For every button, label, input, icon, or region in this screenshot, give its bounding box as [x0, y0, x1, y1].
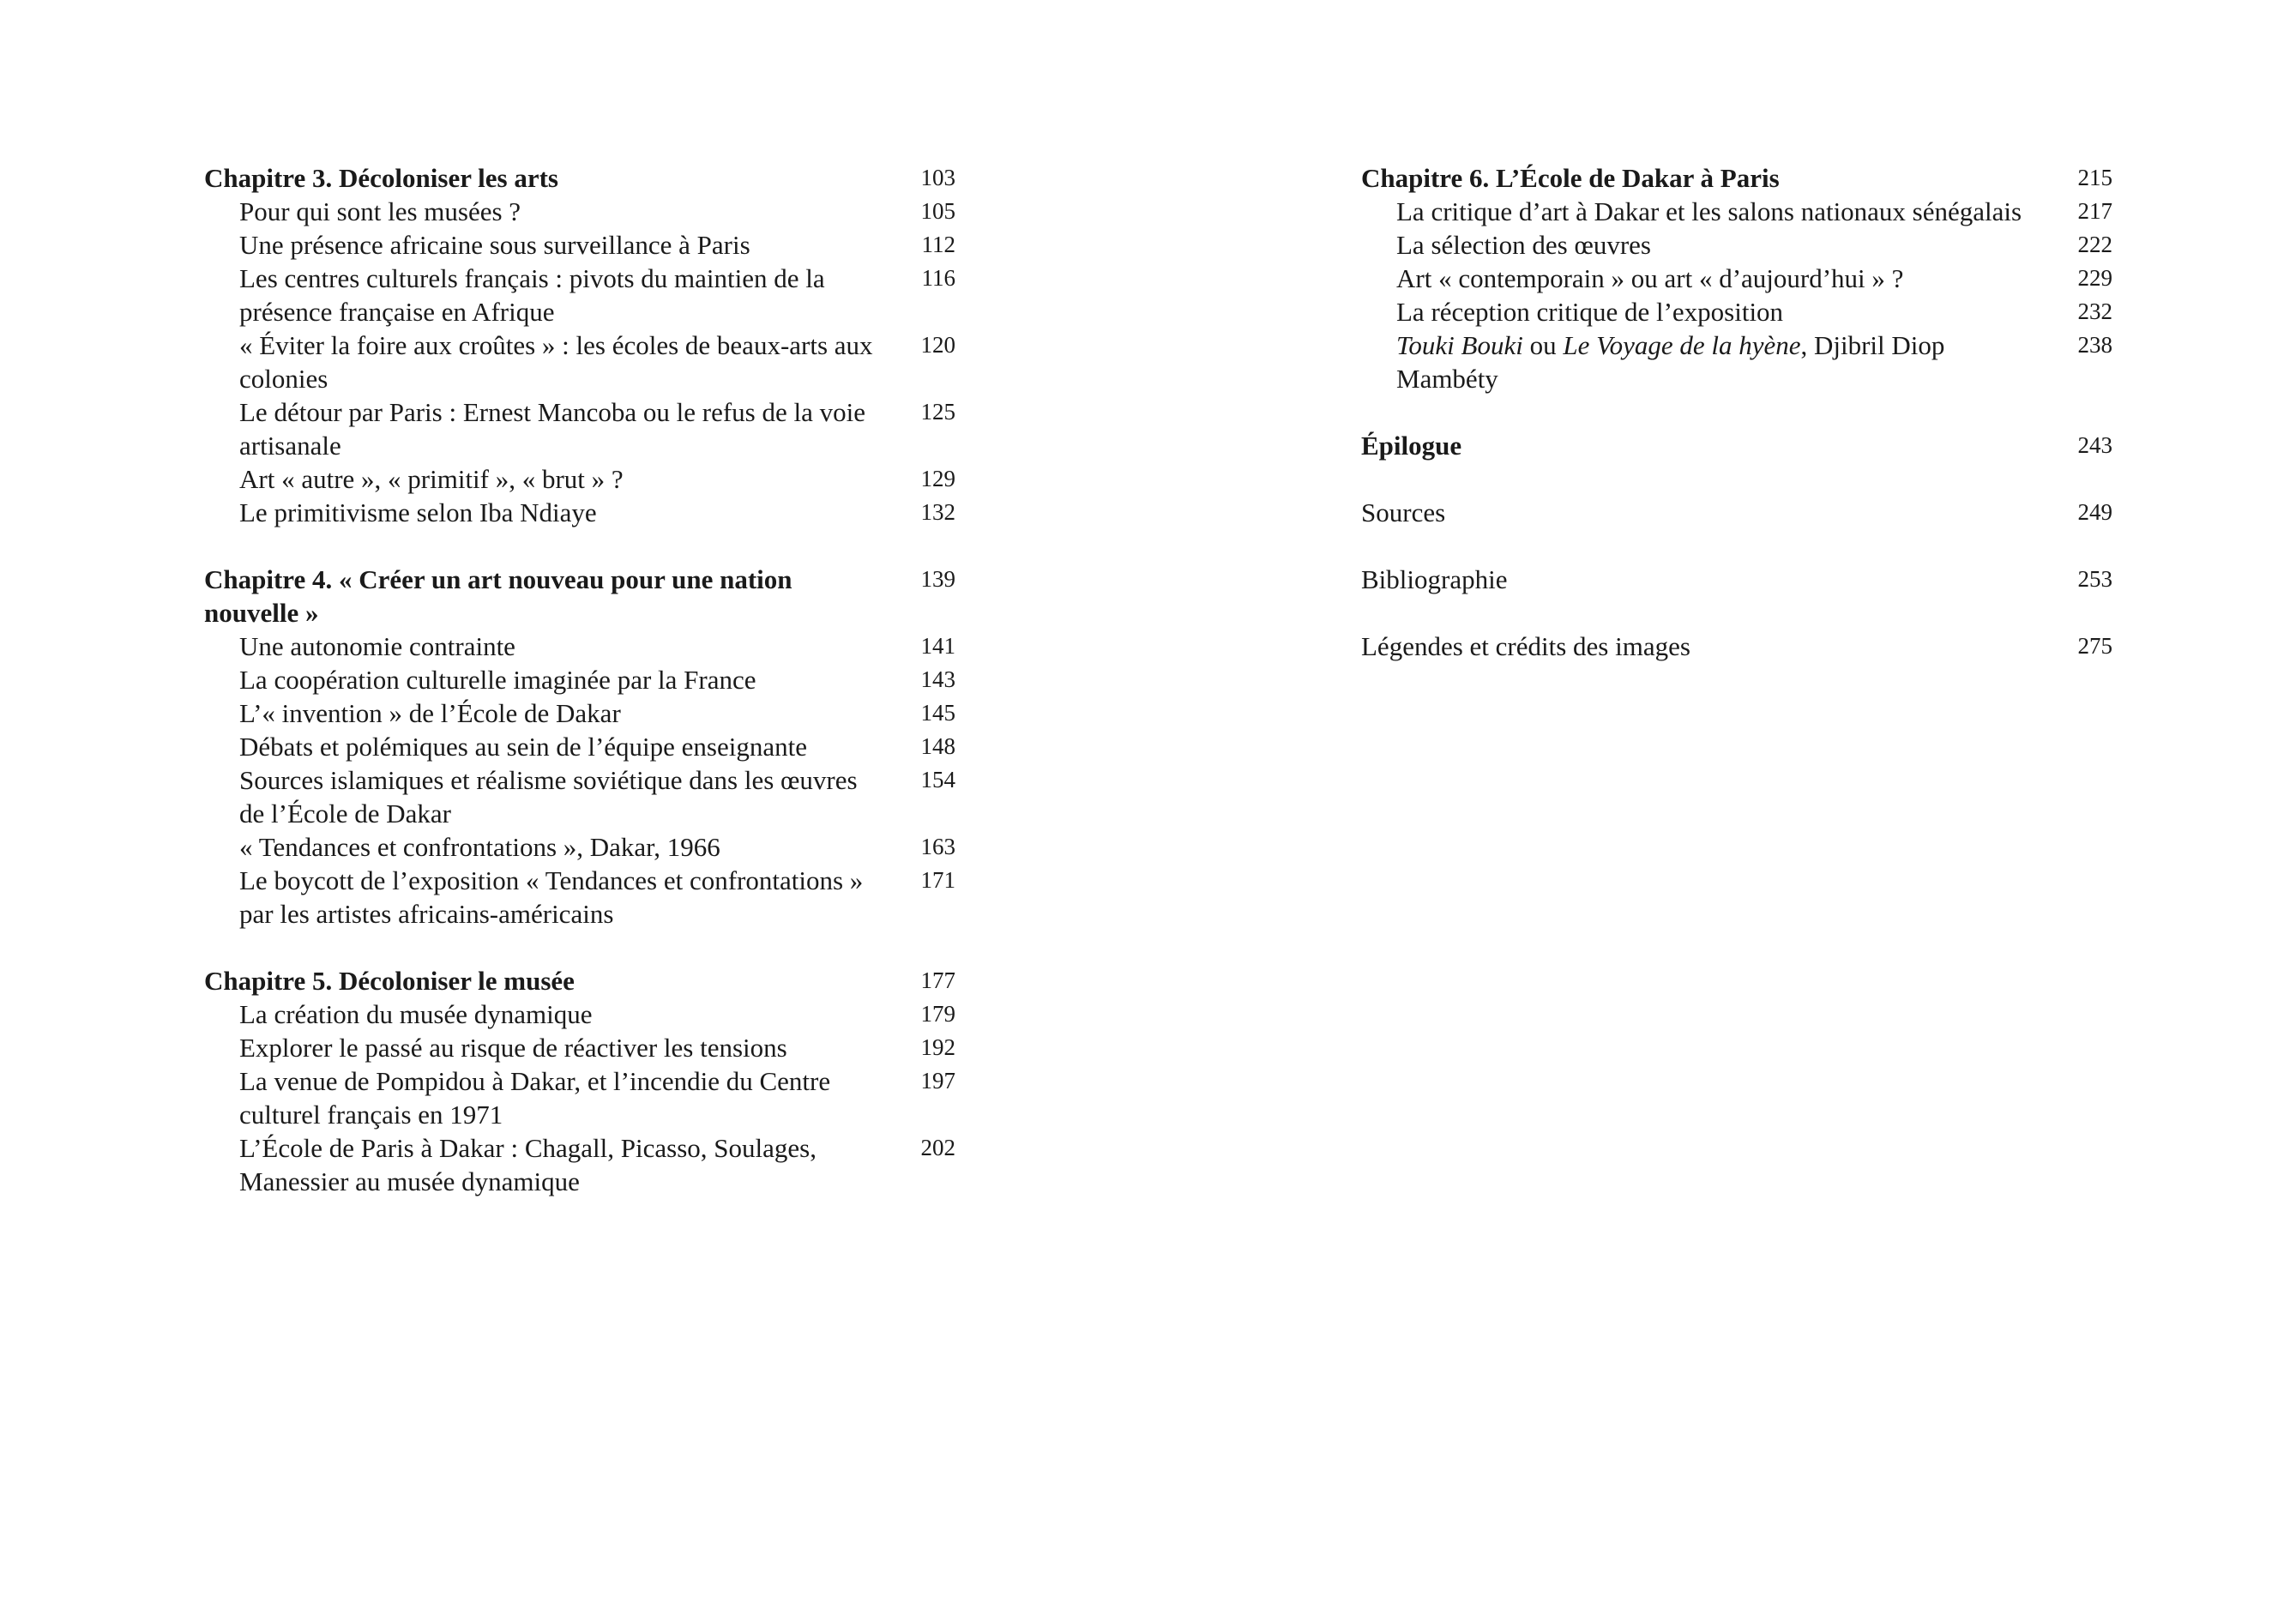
chapter-5-section — [204, 964, 955, 1198]
page-number: 229 — [2077, 265, 2112, 291]
bibliography-section — [1361, 563, 2112, 596]
page-number: 197 — [920, 1068, 955, 1094]
toc-entry[interactable] — [204, 663, 955, 696]
entry-title: L’École de Paris à Dakar : Chagall, Picasso, Soulages, Manessier au musée dynamique — [239, 1133, 817, 1196]
page-number: 171 — [920, 867, 955, 893]
entry-title: Une autonomie contrainte — [239, 631, 515, 661]
right-page — [1361, 161, 2112, 696]
entry-title: Le détour par Paris : Ernest Mancoba ou le refus de la voie artisanale — [239, 397, 865, 461]
page-number: 105 — [920, 198, 955, 224]
toc-entry[interactable] — [204, 496, 955, 529]
entry-title: Le primitivisme selon Iba Ndiaye — [239, 497, 597, 527]
toc-entry[interactable] — [204, 830, 955, 864]
chapter-4-section — [204, 563, 955, 931]
toc-entry[interactable] — [1361, 295, 2112, 328]
page-number: 148 — [920, 733, 955, 759]
page-number: 275 — [2077, 633, 2112, 659]
entry-title: Le boycott de l’exposition « Tendances et confrontations » par les artistes africains-américains — [239, 865, 864, 929]
toc-entry[interactable] — [204, 328, 955, 395]
page-number: 222 — [2077, 232, 2112, 257]
page-number: 217 — [2077, 198, 2112, 224]
toc-entry-film[interactable] — [1361, 328, 2112, 395]
entry-title: La sélection des œuvres — [1396, 230, 1651, 260]
toc-entry[interactable] — [204, 1064, 955, 1131]
toc-entry[interactable] — [204, 630, 955, 663]
toc-entry[interactable] — [204, 763, 955, 830]
entry-title: La création du musée dynamique — [239, 999, 593, 1029]
page-number: 177 — [920, 967, 955, 993]
entry-title: L’« invention » de l’École de Dakar — [239, 698, 621, 728]
page-number: 103 — [920, 165, 955, 190]
toc-entry[interactable] — [204, 262, 955, 328]
toc-entry[interactable] — [204, 696, 955, 730]
toc-bibliography[interactable] — [1361, 563, 2112, 596]
toc-entry[interactable] — [204, 1031, 955, 1064]
entry-title — [1361, 328, 2068, 395]
entry-title: Pour qui sont les musées ? — [239, 196, 521, 226]
toc-entry[interactable] — [1361, 262, 2112, 295]
page-number: 141 — [920, 633, 955, 659]
entry-title: Explorer le passé au risque de réactiver les tensions — [239, 1033, 787, 1063]
page-number: 143 — [920, 666, 955, 692]
left-page — [204, 161, 955, 1232]
page-number: 249 — [2077, 499, 2112, 525]
toc-entry[interactable] — [204, 228, 955, 262]
sources-section — [1361, 496, 2112, 529]
toc-legends[interactable] — [1361, 630, 2112, 663]
toc-entry[interactable] — [204, 730, 955, 763]
film-title-italic: Touki Bouki — [1396, 330, 1523, 360]
entry-title: La réception critique de l’exposition — [1396, 297, 1784, 327]
page-number: 116 — [921, 265, 955, 291]
entry-title: Bibliographie — [1361, 564, 1508, 594]
chapter-title: Chapitre 5. Décoloniser le musée — [204, 966, 575, 996]
toc-entry[interactable] — [1361, 195, 2112, 228]
entry-title: Art « contemporain » ou art « d’aujourd’hui » ? — [1396, 263, 1904, 293]
entry-title: Art « autre », « primitif », « brut » ? — [239, 464, 624, 494]
page-number: 238 — [2077, 332, 2112, 358]
toc-entry[interactable] — [204, 195, 955, 228]
entry-title: « Tendances et confrontations », Dakar, 1966 — [239, 832, 720, 862]
page-number: 139 — [920, 566, 955, 592]
legends-section — [1361, 630, 2112, 663]
page-number: 125 — [920, 399, 955, 425]
entry-title: « Éviter la foire aux croûtes » : les écoles de beaux-arts aux colonies — [239, 330, 873, 394]
page-number: 163 — [920, 834, 955, 859]
entry-title: Sources islamiques et réalisme soviétique dans les œuvres de l’École de Dakar — [239, 765, 858, 829]
film-connector: ou — [1522, 330, 1564, 360]
page-number: 202 — [920, 1135, 955, 1160]
entry-title: Débats et polémiques au sein de l’équipe enseignante — [239, 732, 807, 762]
toc-chapter-3[interactable] — [204, 161, 955, 195]
toc-sources[interactable] — [1361, 496, 2112, 529]
film-director: , Djibril Diop Mambéty — [1396, 330, 1945, 394]
chapter-title: Épilogue — [1361, 431, 1462, 461]
page-number: 154 — [920, 767, 955, 792]
entry-title: Les centres culturels français : pivots du maintien de la présence française en Afrique — [239, 263, 825, 327]
toc-chapter-6[interactable] — [1361, 161, 2112, 195]
entry-title: La critique d’art à Dakar et les salons nationaux sénégalais — [1396, 196, 2022, 226]
entry-title: Légendes et crédits des images — [1361, 631, 1690, 661]
toc-chapter-4[interactable] — [204, 563, 955, 630]
page-number: 192 — [920, 1034, 955, 1060]
toc-entry[interactable] — [1361, 228, 2112, 262]
page-number: 120 — [920, 332, 955, 358]
toc-entry[interactable] — [204, 462, 955, 496]
entry-title: La venue de Pompidou à Dakar, et l’incendie du Centre culturel français en 1971 — [239, 1066, 831, 1130]
page-number: 253 — [2077, 566, 2112, 592]
page-number: 132 — [920, 499, 955, 525]
toc-entry[interactable] — [204, 997, 955, 1031]
page-number: 129 — [920, 466, 955, 491]
toc-entry[interactable] — [204, 864, 955, 931]
page-number: 243 — [2077, 432, 2112, 458]
toc-epilogue[interactable] — [1361, 429, 2112, 462]
entry-title: La coopération culturelle imaginée par la France — [239, 665, 756, 695]
toc-chapter-5[interactable] — [204, 964, 955, 997]
page-number: 145 — [920, 700, 955, 726]
chapter-6-section — [1361, 161, 2112, 395]
chapter-3-section — [204, 161, 955, 529]
page-number: 232 — [2077, 298, 2112, 324]
chapter-title: Chapitre 6. L’École de Dakar à Paris — [1361, 163, 1780, 193]
chapter-title: Chapitre 4. « Créer un art nouveau pour une nation nouvelle » — [204, 564, 792, 628]
entry-title: Une présence africaine sous surveillance à Paris — [239, 230, 750, 260]
film-title-italic: Le Voyage de la hyène — [1563, 330, 1801, 360]
page-number: 112 — [921, 232, 955, 257]
page-number: 179 — [920, 1001, 955, 1027]
page-number: 215 — [2077, 165, 2112, 190]
epilogue-section — [1361, 429, 2112, 462]
toc-entry[interactable] — [204, 395, 955, 462]
toc-entry[interactable] — [204, 1131, 955, 1198]
entry-title: Sources — [1361, 497, 1446, 527]
chapter-title: Chapitre 3. Décoloniser les arts — [204, 163, 558, 193]
